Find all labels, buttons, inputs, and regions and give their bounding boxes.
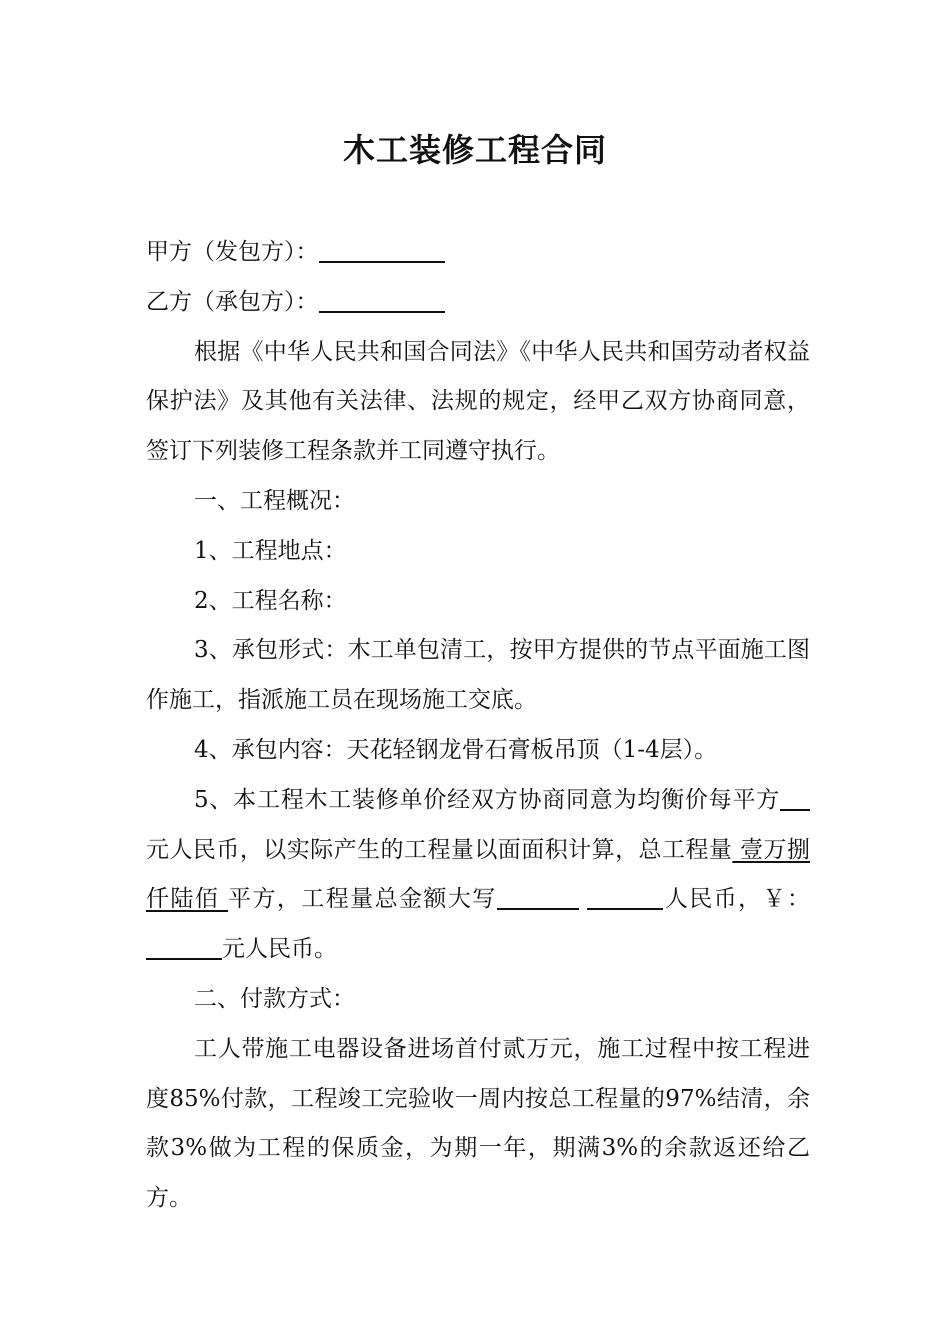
total-amount-figure-blank [146, 934, 222, 960]
intro-paragraph: 根据《中华人民共和国合同法》《中华人民共和国劳动者权益保护法》及其他有关法律、法规的规定，经甲乙双方协商同意，签订下列装修工程条款并工同遵守执行。 [146, 338, 810, 465]
item-project-location: 1、工程地点： [194, 537, 347, 564]
party-b-label: 乙方（承包方）： [146, 288, 319, 315]
unit-price-text-d: 人民币，￥： [663, 886, 811, 913]
section-1-heading: 一、工程概况： [194, 487, 355, 514]
section-2-heading: 二、付款方式： [194, 985, 355, 1012]
document-body [146, 228, 810, 1224]
unit-price-text-e: 元人民币。 [222, 936, 337, 963]
party-b-line [146, 278, 810, 328]
unit-price-text-c: 平方，工程量总金额大写 [228, 886, 497, 913]
item-contract-form: 3、承包形式：木工单包清工，按甲方提供的节点平面施工图作施工，指派施工员在现场施工交底。 [146, 637, 810, 714]
total-amount-words-blank-2 [587, 884, 663, 910]
unit-price-text-b: 元人民币，以实际产生的工程量以面面积计算，总工程量 [146, 836, 733, 863]
item-project-name: 2、工程名称： [194, 587, 347, 614]
party-b-blank [319, 287, 445, 313]
payment-paragraph: 工人带施工电器设备进场首付贰万元，施工过程中按工程进度85%付款，工程竣工完验收一周内按总工程量的97%结清，余款3%做为工程的保质金，为期一年，期满3%的余款返还给乙方。 [146, 1035, 810, 1212]
item-contract-content: 4、承包内容：天花轻钢龙骨石膏板吊顶（1-4层）。 [194, 736, 718, 763]
party-a-line [146, 228, 810, 278]
document-title: 木工装修工程合同 [342, 131, 607, 169]
item-unit-price [146, 776, 810, 975]
unit-price-text-a: 5、本工程木工装修单价经双方协商同意为均衡价每平方 [194, 786, 780, 813]
party-a-label: 甲方（发包方）： [146, 239, 319, 265]
unit-price-blank [780, 785, 810, 811]
total-amount-words-blank [497, 884, 579, 910]
party-a-blank [319, 237, 445, 263]
total-area-value: 壹万捌仟陆佰 [146, 836, 810, 913]
